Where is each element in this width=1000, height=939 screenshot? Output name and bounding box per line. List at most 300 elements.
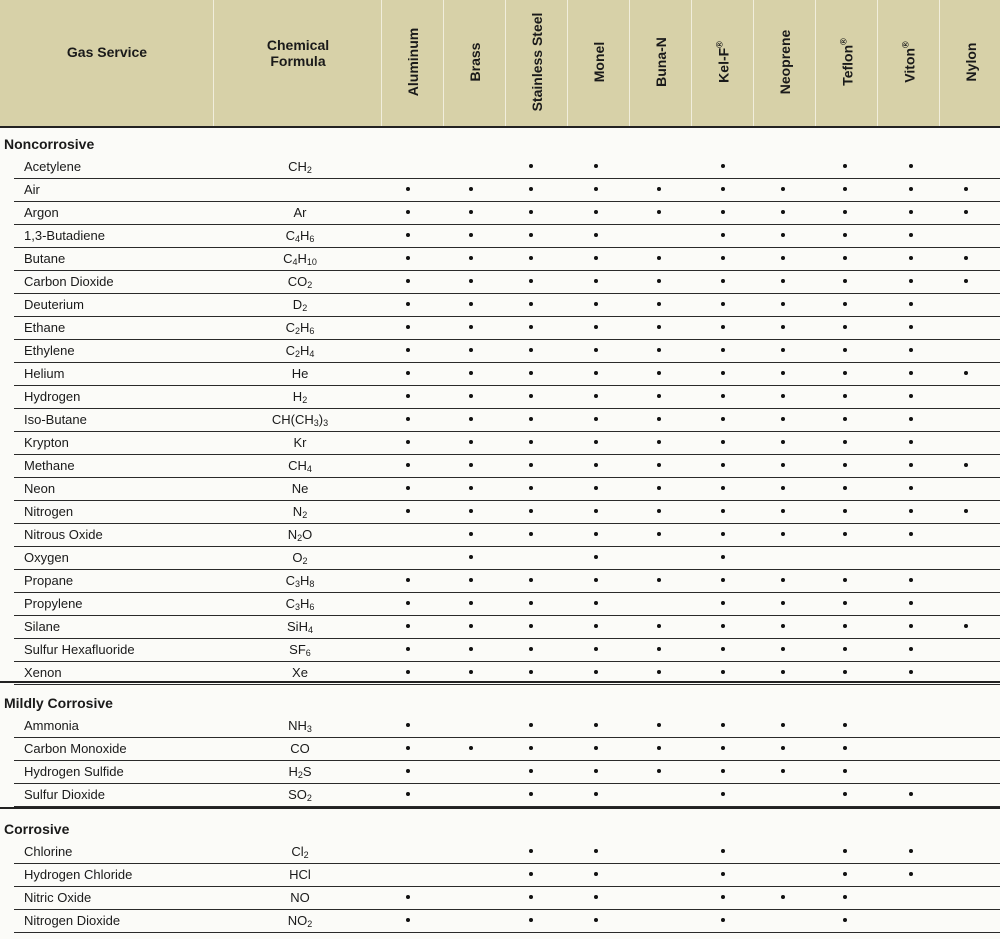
gas-name: Argon bbox=[24, 205, 59, 220]
chemical-formula bbox=[250, 619, 350, 634]
formula-subscript: 2 bbox=[297, 533, 303, 543]
formula-subscript: 2 bbox=[307, 919, 313, 929]
compatible-dot bbox=[909, 164, 913, 168]
compatible-dot bbox=[594, 486, 598, 490]
compatible-dot bbox=[909, 371, 913, 375]
table-row bbox=[0, 386, 1000, 409]
registered-mark: ® bbox=[900, 41, 910, 48]
table-row bbox=[0, 455, 1000, 478]
compatible-dot bbox=[657, 624, 661, 628]
compatible-dot bbox=[594, 302, 598, 306]
compatible-dot bbox=[594, 348, 598, 352]
formula-symbol: N bbox=[287, 527, 298, 542]
compatible-dot bbox=[721, 371, 725, 375]
compatible-dot bbox=[843, 723, 847, 727]
compatible-dot bbox=[657, 325, 661, 329]
formula-subscript: 2 bbox=[303, 850, 309, 860]
gas-name: Carbon Monoxide bbox=[24, 741, 127, 756]
compatible-dot bbox=[843, 187, 847, 191]
section-rule bbox=[0, 681, 1000, 683]
header-material-label bbox=[838, 38, 855, 86]
chemical-formula bbox=[250, 458, 350, 473]
compatible-dot bbox=[594, 849, 598, 853]
chemical-formula bbox=[250, 205, 350, 220]
formula-symbol: Ar bbox=[293, 205, 307, 220]
chemical-formula bbox=[250, 527, 350, 542]
chemical-formula bbox=[250, 366, 350, 381]
compatible-dot bbox=[843, 918, 847, 922]
formula-subscript: 8 bbox=[309, 579, 315, 589]
compatible-dot bbox=[781, 746, 785, 750]
formula-symbol: NO bbox=[290, 890, 310, 905]
compatible-dot bbox=[721, 325, 725, 329]
compatible-dot bbox=[406, 187, 410, 191]
gas-name: Neon bbox=[24, 481, 56, 496]
compatible-dot bbox=[721, 849, 725, 853]
compatible-dot bbox=[406, 325, 410, 329]
compatible-dot bbox=[843, 670, 847, 674]
formula-symbol: NH bbox=[288, 718, 307, 733]
header-material-text: Kel-F bbox=[715, 47, 731, 83]
formula-subscript: 6 bbox=[305, 648, 311, 658]
table-row bbox=[0, 570, 1000, 593]
formula-symbol: S bbox=[302, 764, 312, 779]
compatible-dot bbox=[529, 746, 533, 750]
compatible-dot bbox=[657, 486, 661, 490]
table-row bbox=[0, 887, 1000, 910]
header-material-label bbox=[714, 41, 731, 83]
formula-symbol: CH(CH bbox=[271, 412, 314, 427]
compatible-dot bbox=[909, 325, 913, 329]
compatible-dot bbox=[406, 440, 410, 444]
compatible-dot bbox=[721, 463, 725, 467]
chemical-formula bbox=[250, 481, 350, 496]
compatible-dot bbox=[843, 463, 847, 467]
table-row bbox=[0, 738, 1000, 761]
compatible-dot bbox=[909, 256, 913, 260]
compatible-dot bbox=[657, 210, 661, 214]
header-material-text: Stainless Steel bbox=[528, 12, 545, 112]
compatible-dot bbox=[469, 279, 473, 283]
row-rule bbox=[14, 684, 1000, 685]
compatible-dot bbox=[594, 601, 598, 605]
formula-subscript: 2 bbox=[294, 349, 300, 359]
chemical-formula bbox=[250, 913, 350, 928]
compatible-dot bbox=[843, 394, 847, 398]
compatible-dot bbox=[781, 769, 785, 773]
formula-symbol: SO bbox=[288, 787, 307, 802]
compatible-dot bbox=[594, 233, 598, 237]
compatible-dot bbox=[843, 325, 847, 329]
compatible-dot bbox=[406, 578, 410, 582]
gas-name: Hydrogen Chloride bbox=[24, 867, 133, 882]
compatible-dot bbox=[909, 532, 913, 536]
compatible-dot bbox=[843, 371, 847, 375]
chemical-formula bbox=[250, 320, 350, 335]
compatible-dot bbox=[529, 486, 533, 490]
formula-symbol: SF bbox=[289, 642, 306, 657]
compatible-dot bbox=[843, 849, 847, 853]
formula-symbol: ) bbox=[318, 412, 324, 427]
compatible-dot bbox=[843, 895, 847, 899]
compatible-dot bbox=[594, 187, 598, 191]
compatible-dot bbox=[781, 723, 785, 727]
header-material-text: Teflon bbox=[839, 44, 855, 86]
compatible-dot bbox=[594, 509, 598, 513]
header-material-label bbox=[963, 43, 979, 82]
chemical-formula bbox=[250, 297, 350, 312]
formula-subscript: 2 bbox=[306, 793, 312, 803]
compatible-dot bbox=[843, 792, 847, 796]
compatible-dot bbox=[594, 164, 598, 168]
table-row bbox=[0, 179, 1000, 202]
compatible-dot bbox=[657, 302, 661, 306]
compatible-dot bbox=[909, 509, 913, 513]
compatible-dot bbox=[781, 647, 785, 651]
header-material-cell bbox=[878, 0, 940, 126]
compatible-dot bbox=[529, 348, 533, 352]
table-row bbox=[0, 363, 1000, 386]
gas-name: Oxygen bbox=[24, 550, 69, 565]
compatible-dot bbox=[529, 394, 533, 398]
compatible-dot bbox=[843, 279, 847, 283]
compatible-dot bbox=[843, 872, 847, 876]
compatible-dot bbox=[964, 210, 968, 214]
formula-symbol: H bbox=[288, 764, 298, 779]
compatible-dot bbox=[657, 670, 661, 674]
formula-symbol: C bbox=[288, 159, 298, 174]
compatible-dot bbox=[721, 746, 725, 750]
formula-symbol: H bbox=[297, 159, 307, 174]
compatible-dot bbox=[657, 440, 661, 444]
compatible-dot bbox=[964, 624, 968, 628]
compatible-dot bbox=[406, 417, 410, 421]
compatible-dot bbox=[843, 348, 847, 352]
compatible-dot bbox=[529, 624, 533, 628]
formula-subscript: 4 bbox=[294, 234, 300, 244]
compatible-dot bbox=[469, 371, 473, 375]
compatible-dot bbox=[909, 578, 913, 582]
compatible-dot bbox=[529, 849, 533, 853]
compatible-dot bbox=[657, 532, 661, 536]
compatible-dot bbox=[781, 486, 785, 490]
chemical-formula bbox=[250, 890, 350, 905]
compatible-dot bbox=[657, 187, 661, 191]
compatible-dot bbox=[781, 302, 785, 306]
compatible-dot bbox=[406, 210, 410, 214]
chemical-formula bbox=[250, 343, 350, 358]
compatible-dot bbox=[406, 371, 410, 375]
compatible-dot bbox=[781, 532, 785, 536]
compatible-dot bbox=[909, 210, 913, 214]
gas-name: Carbon Dioxide bbox=[24, 274, 114, 289]
compatible-dot bbox=[843, 233, 847, 237]
compatible-dot bbox=[909, 279, 913, 283]
compatible-dot bbox=[721, 394, 725, 398]
header-material-cell bbox=[692, 0, 754, 126]
header-rule bbox=[0, 126, 1000, 128]
header-chemical-formula: Chemical Formula bbox=[266, 37, 330, 69]
compatible-dot bbox=[964, 256, 968, 260]
compatible-dot bbox=[594, 872, 598, 876]
compatible-dot bbox=[594, 895, 598, 899]
compatible-dot bbox=[406, 509, 410, 513]
compatible-dot bbox=[469, 210, 473, 214]
formula-symbol: CO bbox=[290, 741, 310, 756]
formula-symbol: Ne bbox=[291, 481, 309, 496]
table-row bbox=[0, 761, 1000, 784]
compatible-dot bbox=[909, 872, 913, 876]
compatible-dot bbox=[657, 509, 661, 513]
gas-name: Ammonia bbox=[24, 718, 79, 733]
compatible-dot bbox=[909, 601, 913, 605]
compatible-dot bbox=[529, 325, 533, 329]
row-rule bbox=[14, 932, 1000, 933]
compatible-dot bbox=[721, 647, 725, 651]
compatible-dot bbox=[721, 670, 725, 674]
table-row bbox=[0, 593, 1000, 616]
compatible-dot bbox=[964, 279, 968, 283]
compatible-dot bbox=[406, 792, 410, 796]
compatible-dot bbox=[657, 394, 661, 398]
section-title: Noncorrosive bbox=[4, 136, 95, 152]
header-material-label bbox=[777, 30, 793, 95]
compatible-dot bbox=[529, 532, 533, 536]
gas-name: Nitrogen Dioxide bbox=[24, 913, 121, 928]
compatible-dot bbox=[469, 348, 473, 352]
compatible-dot bbox=[657, 746, 661, 750]
table-row bbox=[0, 501, 1000, 524]
table-row bbox=[0, 294, 1000, 317]
header-material-text: Monel bbox=[590, 41, 607, 83]
compatible-dot bbox=[529, 187, 533, 191]
compatible-dot bbox=[469, 486, 473, 490]
compatible-dot bbox=[406, 486, 410, 490]
compatible-dot bbox=[843, 417, 847, 421]
compatible-dot bbox=[594, 279, 598, 283]
compatible-dot bbox=[529, 601, 533, 605]
compatible-dot bbox=[406, 601, 410, 605]
compatible-dot bbox=[909, 670, 913, 674]
compatible-dot bbox=[469, 509, 473, 513]
compatible-dot bbox=[529, 670, 533, 674]
formula-symbol: C bbox=[283, 251, 293, 266]
compatible-dot bbox=[469, 555, 473, 559]
header-material-cell bbox=[506, 0, 568, 126]
header-material-text: Aluminum bbox=[404, 27, 421, 97]
compatible-dot bbox=[909, 187, 913, 191]
header-material-cell bbox=[568, 0, 630, 126]
compatible-dot bbox=[529, 463, 533, 467]
compatible-dot bbox=[721, 918, 725, 922]
compatible-dot bbox=[406, 670, 410, 674]
compatible-dot bbox=[529, 578, 533, 582]
compatible-dot bbox=[469, 302, 473, 306]
formula-symbol: O bbox=[302, 527, 313, 542]
formula-symbol: H bbox=[300, 320, 310, 335]
gas-name: Chlorine bbox=[24, 844, 73, 859]
compatible-dot bbox=[721, 164, 725, 168]
compatible-dot bbox=[657, 647, 661, 651]
compatible-dot bbox=[529, 723, 533, 727]
compatible-dot bbox=[469, 440, 473, 444]
compatible-dot bbox=[594, 532, 598, 536]
compatible-dot bbox=[594, 624, 598, 628]
formula-symbol: Kr bbox=[293, 435, 307, 450]
formula-subscript: 3 bbox=[294, 602, 300, 612]
compatible-dot bbox=[594, 417, 598, 421]
compatible-dot bbox=[469, 647, 473, 651]
compatible-dot bbox=[721, 187, 725, 191]
chemical-formula bbox=[250, 251, 350, 266]
compatible-dot bbox=[721, 578, 725, 582]
header-material-label bbox=[467, 43, 483, 82]
compatible-dot bbox=[721, 233, 725, 237]
compatible-dot bbox=[843, 302, 847, 306]
formula-symbol: D bbox=[292, 297, 303, 312]
gas-name: Air bbox=[24, 182, 40, 197]
chemical-formula bbox=[250, 274, 350, 289]
compatible-dot bbox=[469, 417, 473, 421]
table-row bbox=[0, 841, 1000, 864]
compatible-dot bbox=[529, 417, 533, 421]
compatible-dot bbox=[843, 624, 847, 628]
compatible-dot bbox=[657, 348, 661, 352]
compatible-dot bbox=[721, 256, 725, 260]
compatible-dot bbox=[529, 509, 533, 513]
header-material-label bbox=[900, 41, 917, 82]
chemical-formula bbox=[250, 228, 350, 243]
formula-subscript: 2 bbox=[297, 770, 303, 780]
formula-subscript: 2 bbox=[294, 326, 300, 336]
compatible-dot bbox=[781, 578, 785, 582]
formula-subscript: 10 bbox=[306, 257, 317, 267]
compatible-dot bbox=[781, 187, 785, 191]
compatible-dot bbox=[721, 279, 725, 283]
table-row bbox=[0, 910, 1000, 933]
compatible-dot bbox=[594, 256, 598, 260]
compatible-dot bbox=[909, 233, 913, 237]
table-row bbox=[0, 715, 1000, 738]
compatible-dot bbox=[781, 601, 785, 605]
header-material-cell bbox=[816, 0, 878, 126]
formula-symbol: He bbox=[291, 366, 309, 381]
compatible-dot bbox=[594, 792, 598, 796]
compatible-dot bbox=[529, 895, 533, 899]
table-row bbox=[0, 524, 1000, 547]
compatible-dot bbox=[529, 371, 533, 375]
compatible-dot bbox=[909, 849, 913, 853]
gas-name: Nitrogen bbox=[24, 504, 74, 519]
chemical-formula bbox=[250, 787, 350, 802]
compatible-dot bbox=[594, 463, 598, 467]
compatible-dot bbox=[909, 792, 913, 796]
compatible-dot bbox=[843, 440, 847, 444]
gas-name: Helium bbox=[24, 366, 65, 381]
chemical-formula bbox=[250, 573, 350, 588]
formula-symbol: HCl bbox=[289, 867, 311, 882]
compatible-dot bbox=[529, 647, 533, 651]
compatible-dot bbox=[529, 440, 533, 444]
compatible-dot bbox=[657, 256, 661, 260]
header-material-cell bbox=[754, 0, 816, 126]
gas-name: 1,3-Butadiene bbox=[24, 228, 105, 243]
chemical-formula bbox=[250, 665, 350, 680]
gas-name: Acetylene bbox=[24, 159, 82, 174]
compatible-dot bbox=[406, 233, 410, 237]
compatible-dot bbox=[964, 509, 968, 513]
formula-symbol: H bbox=[300, 596, 310, 611]
section-title: Mildly Corrosive bbox=[4, 695, 113, 711]
compatible-dot bbox=[529, 279, 533, 283]
compatible-dot bbox=[406, 746, 410, 750]
compatible-dot bbox=[781, 417, 785, 421]
compatible-dot bbox=[721, 210, 725, 214]
compatible-dot bbox=[469, 233, 473, 237]
compatible-dot bbox=[781, 463, 785, 467]
compatible-dot bbox=[406, 723, 410, 727]
compatible-dot bbox=[406, 463, 410, 467]
compatible-dot bbox=[469, 601, 473, 605]
table-row bbox=[0, 639, 1000, 662]
compatible-dot bbox=[909, 463, 913, 467]
compatible-dot bbox=[594, 325, 598, 329]
compatible-dot bbox=[964, 371, 968, 375]
formula-subscript: 4 bbox=[306, 464, 312, 474]
compatible-dot bbox=[529, 210, 533, 214]
compatible-dot bbox=[909, 486, 913, 490]
formula-symbol: C bbox=[285, 596, 295, 611]
gas-name: Iso-Butane bbox=[24, 412, 87, 427]
gas-name: Butane bbox=[24, 251, 66, 266]
compatible-dot bbox=[843, 769, 847, 773]
compatible-dot bbox=[594, 670, 598, 674]
compatible-dot bbox=[406, 769, 410, 773]
table-row bbox=[0, 478, 1000, 501]
compatible-dot bbox=[406, 279, 410, 283]
formula-symbol: C bbox=[285, 343, 295, 358]
registered-mark: ® bbox=[838, 38, 848, 45]
compatible-dot bbox=[594, 440, 598, 444]
compatible-dot bbox=[843, 210, 847, 214]
gas-name: Methane bbox=[24, 458, 75, 473]
table-row bbox=[0, 225, 1000, 248]
formula-subscript: 2 bbox=[302, 510, 308, 520]
compatible-dot bbox=[406, 302, 410, 306]
formula-symbol: H bbox=[300, 228, 310, 243]
formula-subscript: 2 bbox=[302, 395, 308, 405]
compatible-dot bbox=[909, 394, 913, 398]
compatible-dot bbox=[529, 792, 533, 796]
compatible-dot bbox=[657, 723, 661, 727]
compatible-dot bbox=[469, 670, 473, 674]
compatible-dot bbox=[594, 210, 598, 214]
compatible-dot bbox=[657, 769, 661, 773]
compatible-dot bbox=[406, 256, 410, 260]
compatible-dot bbox=[843, 647, 847, 651]
header-material-label bbox=[405, 28, 421, 96]
formula-subscript: 6 bbox=[309, 326, 315, 336]
compatible-dot bbox=[469, 256, 473, 260]
compatible-dot bbox=[594, 394, 598, 398]
formula-symbol: H bbox=[292, 389, 303, 404]
compatible-dot bbox=[469, 187, 473, 191]
compatible-dot bbox=[657, 463, 661, 467]
compatible-dot bbox=[721, 872, 725, 876]
compatible-dot bbox=[781, 325, 785, 329]
compatible-dot bbox=[721, 624, 725, 628]
compatible-dot bbox=[594, 918, 598, 922]
